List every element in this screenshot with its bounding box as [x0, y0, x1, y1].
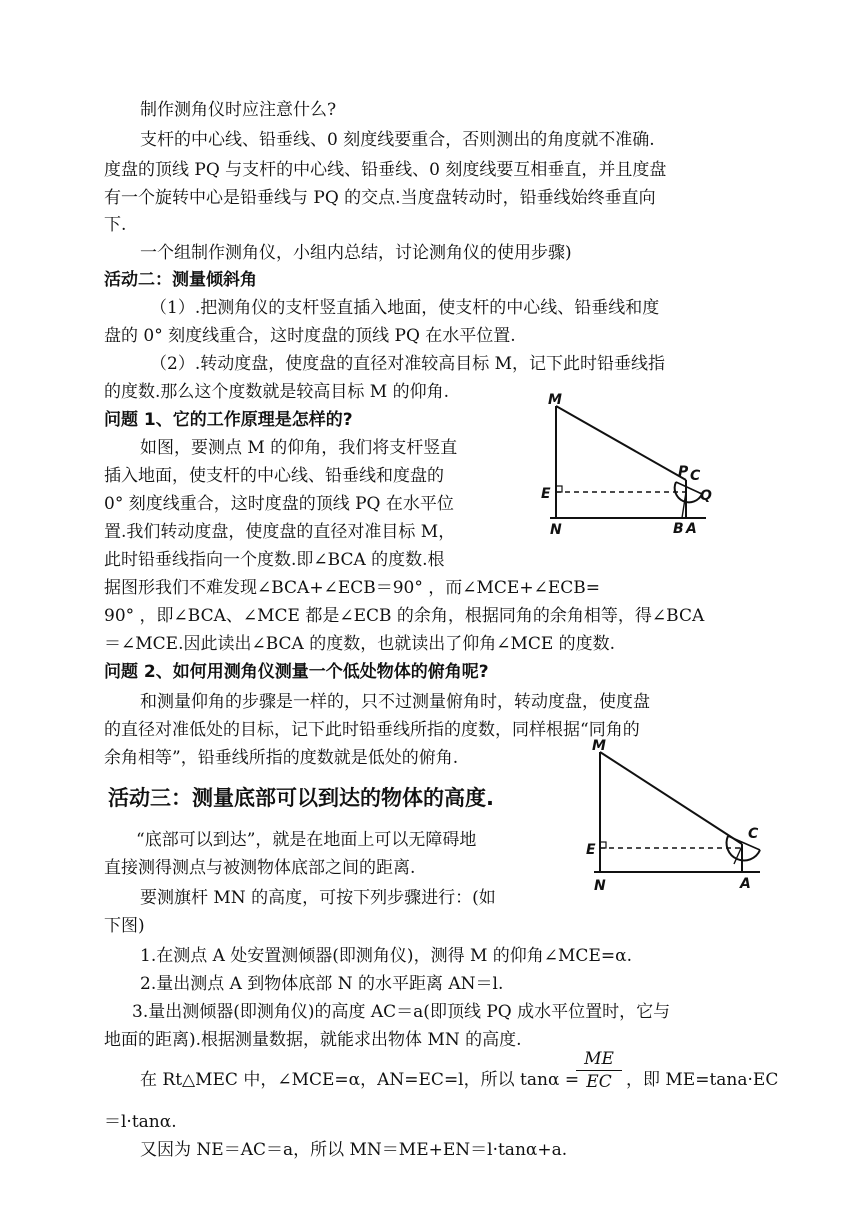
label-B: B — [673, 521, 684, 536]
question-heading: 问题 2、如何用测角仪测量一个低处物体的俯角呢? — [104, 662, 489, 682]
text-line: 支杆的中心线、铅垂线、0 刻度线要重合，否则测出的角度就不准确. — [140, 130, 655, 150]
figure-height-measurement — [584, 736, 774, 896]
label-N: N — [594, 878, 606, 894]
formula-line-start: 在 Rt△MEC 中，∠MCE=α，AN=EC=l，所以 tanα = — [140, 1070, 580, 1090]
text-line: 据图形我们不难发现∠BCA+∠ECB＝90° ，而∠MCE+∠ECB= — [104, 578, 600, 598]
text-line: 又因为 NE＝AC＝a，所以 MN＝ME+EN＝l·tanα+a. — [140, 1140, 568, 1160]
text-line: 一个组制作测角仪，小组内总结，讨论测角仪的使用步骤) — [140, 243, 572, 263]
fraction-denominator: EC — [586, 1072, 612, 1092]
text-line: 要测旗杆 MN 的高度，可按下列步骤进行：(如 — [140, 888, 496, 908]
text-line: 1.在测点 A 处安置测倾器(即测角仪)，测得 M 的仰角∠MCE=α. — [140, 946, 632, 966]
section-heading: 活动二：测量倾斜角 — [104, 270, 257, 290]
label-N: N — [550, 522, 562, 536]
text-line: ＝l·tanα. — [104, 1112, 177, 1132]
text-line: 度盘的顶线 PQ 与支杆的中心线、铅垂线、0 刻度线要互相垂直，并且度盘 — [104, 160, 667, 180]
fraction-numerator: ME — [576, 1048, 622, 1071]
text-line: 此时铅垂线指向一个度数.即∠BCA 的度数.根 — [104, 550, 445, 570]
text-line: 如图，要测点 M 的仰角，我们将支杆竖直 — [140, 438, 458, 458]
text-line: “底部可以到达”，就是在地面上可以无障碍地 — [136, 830, 477, 850]
text-line: 下. — [104, 215, 127, 235]
figure-elevation-angle — [536, 388, 716, 536]
text-line: 和测量仰角的步骤是一样的，只不过测量俯角时，转动度盘，使度盘 — [140, 692, 650, 712]
text-line: 有一个旋转中心是铅垂线与 PQ 的交点.当度盘转动时，铅垂线始终垂直向 — [104, 188, 656, 208]
text-line: 置.我们转动度盘，使度盘的直径对准目标 M， — [104, 522, 456, 542]
text-line: （2）.转动度盘，使度盘的直径对准较高目标 M，记下此时铅垂线指 — [150, 354, 666, 374]
label-A: A — [686, 521, 697, 536]
label-E: E — [586, 842, 596, 858]
label-M: M — [592, 738, 606, 754]
text-line: 盘的 0° 刻度线重合，这时度盘的顶线 PQ 在水平位置. — [104, 326, 516, 346]
text-line: 的度数.那么这个度数就是较高目标 M 的仰角. — [104, 382, 450, 402]
fraction-me-ec — [576, 1048, 622, 1093]
text-line: 2.量出测点 A 到物体底部 N 的水平距离 AN＝l. — [140, 974, 504, 994]
text-line: 插入地面，使支杆的中心线、铅垂线和度盘的 — [104, 466, 444, 486]
label-C: C — [690, 468, 701, 484]
text-line: 的直径对准低处的目标，记下此时铅垂线所指的度数，同样根据“同角的 — [104, 720, 640, 740]
label-Q: Q — [700, 488, 712, 504]
text-line: 余角相等”，铅垂线所指的度数就是低处的俯角. — [104, 748, 459, 768]
text-line: 3.量出测倾器(即测角仪)的高度 AC＝a(即顶线 PQ 成水平位置时，它与 — [132, 1002, 671, 1022]
text-line: 地面的距离).根据测量数据，就能求出物体 MN 的高度. — [104, 1030, 522, 1050]
text-line: 0° 刻度线重合，这时度盘的顶线 PQ 在水平位 — [104, 494, 454, 514]
question-heading: 问题 1、它的工作原理是怎样的? — [104, 410, 353, 430]
text-line: 90° ，即∠BCA、∠MCE 都是∠ECB 的余角，根据同角的余角相等，得∠BCA — [104, 606, 705, 626]
label-C: C — [748, 826, 759, 842]
section-heading: 活动三：测量底部可以到达的物体的高度. — [108, 786, 494, 810]
formula-line-end: ，即 ME=tana·EC — [626, 1070, 779, 1090]
text-line: 制作测角仪时应注意什么? — [140, 100, 337, 120]
text-line: ＝∠MCE.因此读出∠BCA 的度数，也就读出了仰角∠MCE 的度数. — [104, 634, 616, 654]
text-line: 直接测得测点与被测物体底部之间的距离. — [104, 858, 416, 878]
label-M: M — [548, 392, 562, 408]
label-A: A — [740, 876, 751, 892]
text-line: 下图) — [104, 916, 145, 936]
label-P: P — [678, 464, 689, 480]
label-E: E — [541, 486, 551, 502]
text-line: （1）.把测角仪的支杆竖直插入地面，使支杆的中心线、铅垂线和度 — [150, 298, 660, 318]
